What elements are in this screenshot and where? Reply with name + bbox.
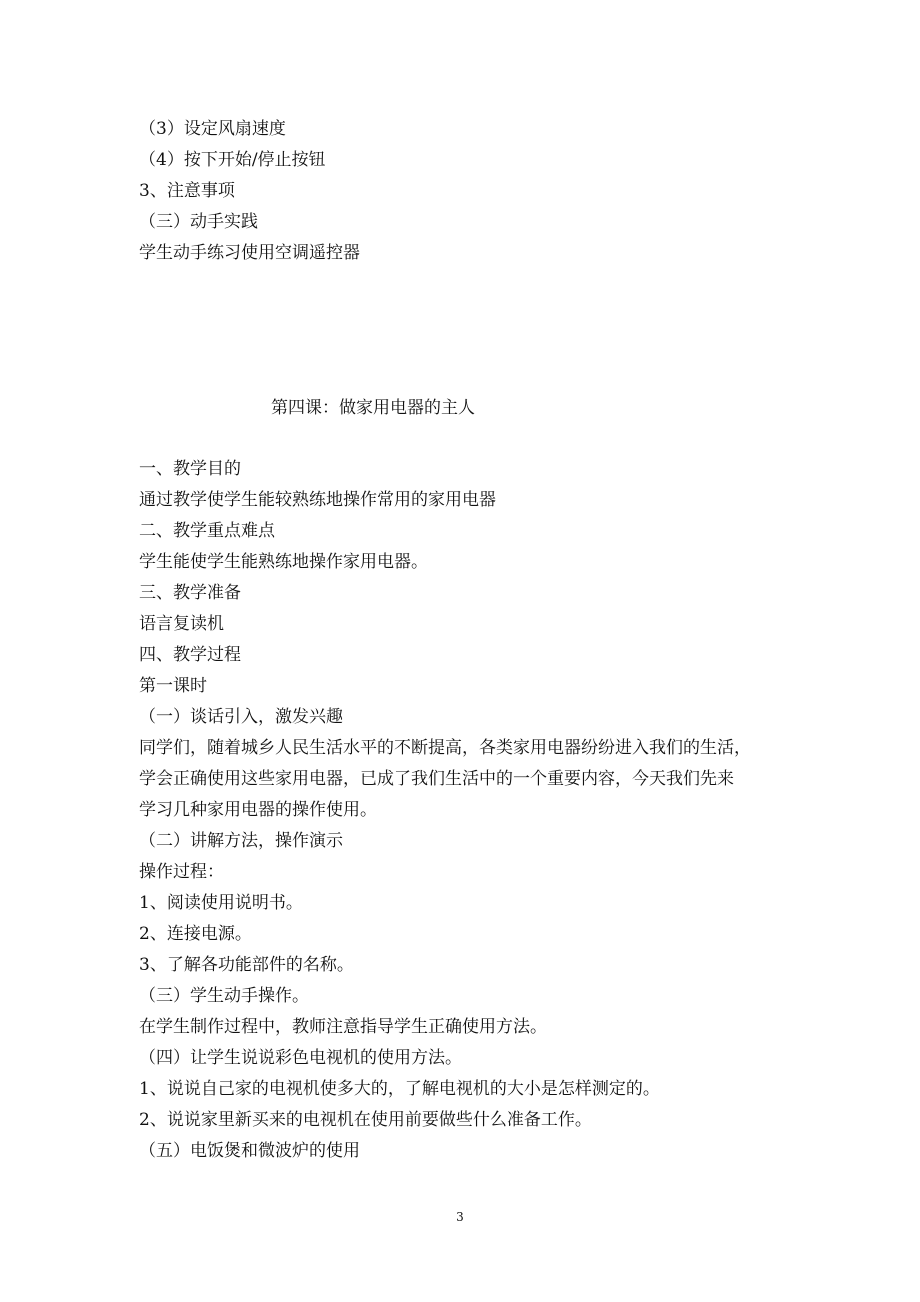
text-line: 2、说说家里新买来的电视机在使用前要做些什么准备工作。 <box>139 1110 592 1130</box>
section-heading: 二、教学重点难点 <box>139 521 275 541</box>
text-line: 学生动手练习使用空调遥控器 <box>139 243 360 263</box>
text-line: 语言复读机 <box>139 614 224 634</box>
text-line: 2、连接电源。 <box>139 924 252 944</box>
text-line: 通过教学使学生能较熟练地操作常用的家用电器 <box>139 490 496 510</box>
page-number: 3 <box>456 1210 464 1224</box>
text-line: 3、注意事项 <box>139 181 235 201</box>
paragraph-line: 学会正确使用这些家用电器，已成了我们生活中的一个重要内容，今天我们先来 <box>139 769 734 789</box>
text-line: 学生能使学生能熟练地操作家用电器。 <box>139 552 428 572</box>
text-line: （五）电饭煲和微波炉的使用 <box>139 1141 360 1161</box>
text-line: （四）让学生说说彩色电视机的使用方法。 <box>139 1048 462 1068</box>
paragraph-line: 同学们，随着城乡人民生活水平的不断提高，各类家用电器纷纷进入我们的生活， <box>139 738 751 758</box>
text-line: （二）讲解方法，操作演示 <box>139 831 343 851</box>
text-line: 1、阅读使用说明书。 <box>139 893 303 913</box>
text-line: 3、了解各功能部件的名称。 <box>139 955 354 975</box>
text-line: （一）谈话引入，激发兴趣 <box>139 707 343 727</box>
text-line: 在学生制作过程中，教师注意指导学生正确使用方法。 <box>139 1017 547 1037</box>
text-line: （4）按下开始/停止按钮 <box>139 150 326 170</box>
section-heading: 四、教学过程 <box>139 645 241 665</box>
lesson-title: 第四课：做家用电器的主人 <box>271 398 475 418</box>
text-line: （3）设定风扇速度 <box>139 119 286 139</box>
text-line: 操作过程： <box>139 862 224 882</box>
text-line: （三）动手实践 <box>139 212 258 232</box>
section-heading: 一、教学目的 <box>139 459 241 479</box>
text-line: （三）学生动手操作。 <box>139 986 309 1006</box>
section-heading: 三、教学准备 <box>139 583 241 603</box>
text-line: 第一课时 <box>139 676 207 696</box>
paragraph-line: 学习几种家用电器的操作使用。 <box>139 800 377 820</box>
text-line: 1、说说自己家的电视机使多大的，了解电视机的大小是怎样测定的。 <box>139 1079 660 1099</box>
